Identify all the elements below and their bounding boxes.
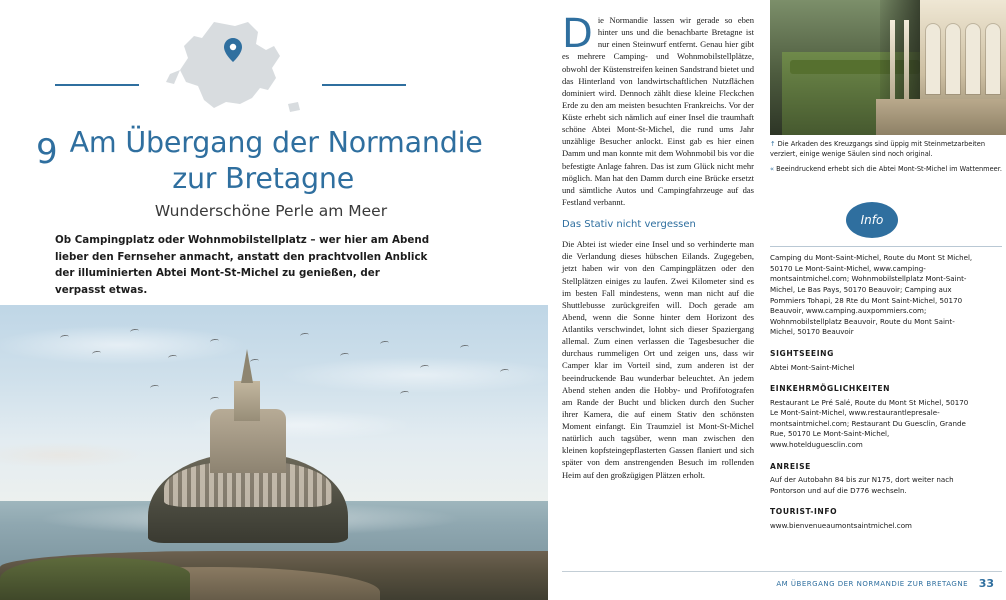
info-campsites: Camping du Mont-Saint-Michel, Route du Mont St Michel, 50170 Le Mont-Saint-Michel, www.camping-montsaintmichel.com; Wohnmobilstellplatz Mont-Saint-Michel, Le Bas Pays, 50170 Beauvoir; Camping aux Pommiers Tohapi, 28 Rte du Mont Saint-Michel, 50170 Beauvoir, www.camping.auxpommiers.com; Wohnmobilstellplatz Beauvoir, Route du Mont Saint-Michel, 50170 Beauvoir bbox=[770, 253, 973, 337]
running-head: AM ÜBERGANG DER NORMANDIE ZUR BRETAGNE bbox=[776, 580, 968, 588]
divider-right bbox=[322, 84, 406, 86]
body-subheading: Das Stativ nicht vergessen bbox=[562, 219, 696, 230]
info-divider bbox=[770, 246, 1002, 247]
chapter-title-line1: Am Übergang der Normandie bbox=[69, 126, 483, 159]
page-title bbox=[70, 125, 483, 196]
chapter-number: 9 bbox=[36, 132, 58, 172]
body-paragraph-2: Die Abtei ist wieder eine Insel und so verhinderte man die Verlandung dieses hübschen Eilands. Zugegeben, jetzt haben wir von den Campingplätzen oder den Stellplätzen einiges zu laufen. Zwei Kilometer sind es im besten Fall mindestens, wenn man nicht auf die Shuttlebusse zurückgreifen will. Doch gerade am Abend, wenn die Sonne hinter dem Horizont des Atlantiks verschwindet, lohnt sich dieser Spaziergang allemal. Zum einen verlassen die Tagesbesucher die durchaus rummeligen Ort und zeigen uns, dass wir Camper klar im Vorteil sind, zum anderen ist der beeindruckende Bau wunderbar beleuchtet. An jedem Abend stehen anden die Hobby- und Profifotografen am Rande der Bucht und blicken durch den Sucher ihrer Kamera, die auf einem Stativ den schönsten Moment einfangt. Ein Traumziel ist Mont-St-Michel natürlich auch tagsüber, wenn man zwischen den kleinen kopfsteingepflasterten Gassen flaniert und sich später von dem anstrengenden Besuch im rollenden Heim auf den großzügigen Plätzen erholt. bbox=[562, 239, 754, 480]
info-column bbox=[770, 253, 973, 541]
france-map-graphic bbox=[140, 12, 320, 127]
body-paragraph-1-text: ie Normandie lassen wir gerade so eben hinter uns und die benachbarte Bretagne ist nur einen Steinwurf entfernt. Genau hier gibt es mehrere Camping- und Wohnmobilstellplätze, obwohl der Küstenstreifen keinen Sandstrand bietet und das Hinterland von landwirtschaftlichen Nutzflächen dominiert wird. Dennoch zählt diese kleine Fleckchen Erde zu den am meisten besuchten Frankreichs. Vor der Küste erhebt sich nämlich auf einer Insel die traumhaft schöne Abtei Mont-St-Michel, die rund ums Jahr unzählige Besucher anlockt. Einst gab es hier einen Damm und man konnte mit dem Wohnmobil bis vor die befestigte Anlage fahren. Das ist zum Glück nicht mehr möglich. Man hat den Damm durch eine Brücke ersetzt und sämtliche Autos und Campingfahrzeuge auf das Festland verbannt. bbox=[562, 15, 754, 207]
france-outline-icon bbox=[140, 12, 320, 127]
info-text-anreise: Auf der Autobahn 84 bis zur N175, dort weiter nach Pontorson und auf die D776 wechseln. bbox=[770, 475, 954, 495]
footer-divider bbox=[562, 571, 1002, 572]
drop-cap: D bbox=[562, 11, 593, 57]
info-heading-einkehrmoeglichkeiten: EINKEHRMÖGLICHKEITEN bbox=[770, 384, 891, 394]
lead-paragraph: Ob Campingplatz oder Wohnmobilstellplatz – wer hier am Abend lieber den Fernseher anmacht, anstatt den prachtvollen Anblick der illuminierten Abtei Mont-St-Michel zu genießen, der verpasst etwas. bbox=[55, 234, 430, 297]
chapter-subtitle: Wunderschöne Perle am Meer bbox=[154, 202, 388, 220]
caption-marker-icon: ↑ bbox=[770, 140, 776, 148]
info-heading-sightseeing: SIGHTSEEING bbox=[770, 349, 834, 359]
caption-cloister-text: Die Arkaden des Kreuzgangs sind üppig mit Steinmetzarbeiten verziert, einige wenige Säulen sind noch original. bbox=[770, 140, 986, 158]
photo-foreground-grass bbox=[0, 557, 190, 600]
caption-mont-text: Beeindruckend erhebt sich die Abtei Mont-St-Michel im Wattenmeer. bbox=[776, 164, 1002, 173]
info-heading-tourist-info: TOURIST-INFO bbox=[770, 507, 838, 517]
info-heading-anreise: ANREISE bbox=[770, 461, 811, 471]
photo-mont-saint-michel bbox=[0, 305, 548, 600]
body-paragraph-1 bbox=[562, 11, 754, 208]
map-pin-icon bbox=[224, 38, 242, 62]
info-text-tourist-info[interactable]: www.bienvenueaumontsaintmichel.com bbox=[770, 520, 912, 530]
caption-marker-icon-2: « bbox=[770, 164, 775, 173]
photo-abbey-silhouette bbox=[138, 365, 358, 535]
info-text-sightseeing: Abtei Mont-Saint-Michel bbox=[770, 362, 855, 372]
photo-captions bbox=[770, 140, 1002, 179]
body-text-column bbox=[562, 11, 754, 488]
caption-mont bbox=[770, 165, 1002, 175]
chapter-title-line2: zur Bretagne bbox=[172, 161, 355, 195]
info-badge: Info bbox=[846, 202, 898, 238]
photo-cloister bbox=[770, 0, 1006, 135]
info-text-einkehrmoeglichkeiten: Restaurant Le Pré Salé, Route du Mont St Michel, 50170 Le Mont-Saint-Michel, www.restaurantlepresale-montsaintmichel.com; Restaurant Du Guesclin, Grande Rue, 50170 Le Mont-Saint-Michel, www.hotelduguesclin.com bbox=[770, 397, 969, 450]
chapter-heading bbox=[36, 125, 506, 196]
caption-cloister bbox=[770, 140, 1002, 160]
page-number: 33 bbox=[978, 577, 994, 590]
divider-left bbox=[55, 84, 139, 86]
